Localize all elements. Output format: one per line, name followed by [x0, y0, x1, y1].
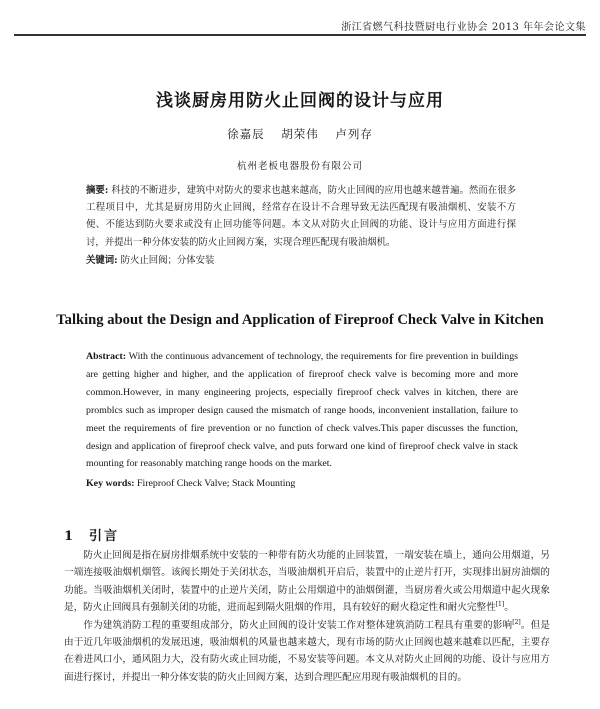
abstract-cn: [86, 182, 516, 269]
paragraph-text: 。但是由于近几年吸油烟机的发展迅速，吸油烟机的风量也越来越大，现有市场的防火止回阀也越来越难以匹配，主要存在着进风口小，通风阻力大，没有防火或止回功能，不易安装等问题。本文从对防火止回阀的功能、设计与应用方面进行探讨，并提出一种分体安装的防火止回阀方案，达到合理匹配应用现有吸油烟机的目的。: [64, 619, 551, 683]
citation-ref[interactable]: [2]: [512, 618, 521, 626]
journal-name: 浙江省燃气科技暨厨电行业协会 2013 年年会论文集: [341, 22, 586, 33]
keywords-cn-text: 防火止回阀；分体安装: [120, 254, 215, 266]
abstract-en: [86, 348, 518, 493]
keywords-cn-label: 关键词:: [86, 254, 118, 266]
author-name: 徐嘉辰: [227, 127, 265, 141]
body-paragraph: [64, 547, 550, 617]
author-name: 卢列存: [335, 127, 373, 141]
paragraph-text: 防火止回阀是指在厨房排烟系统中安装的一种带有防火功能的止回装置，一端安装在墙上，通向公用烟道，另一端连接吸油烟机烟管。该阀长期处于关闭状态，当吸油烟机开启后，装置中的止逆片打开，实现排出厨房油烟的功能。当吸油烟机关闭时，装置中的止逆片关闭，防止公用烟道中的油烟倒灌，当厨房着火或公用烟道中起火现象是，防火止回阀具有强制关闭的功能，进而起到隔火阻烟的作用，具有较好的耐火稳定性和耐火完整性: [64, 550, 550, 614]
keywords-en: [86, 475, 518, 493]
abstract-cn-label: 摘要:: [86, 185, 109, 196]
affiliation: 杭州老板电器股份有限公司: [236, 161, 363, 172]
section-body: [64, 547, 550, 686]
paper-title-cn: 浅谈厨房用防火止回阀的设计与应用: [156, 91, 444, 111]
abstract-cn-paragraph: [86, 182, 516, 251]
running-header: [0, 14, 600, 36]
section-title: 引言: [89, 529, 120, 544]
keywords-en-text: Fireproof Check Valve; Stack Mounting: [137, 478, 296, 490]
abstract-en-paragraph: [86, 348, 518, 473]
header-rule: [14, 34, 586, 36]
keywords-cn: [86, 252, 516, 269]
abstract-en-label: Abstract:: [86, 351, 127, 362]
authors: [0, 126, 600, 142]
paragraph-text: 作为建筑消防工程的重要组成部分，防火止回阀的设计安装工作对整体建筑消防工程具有重要的影响: [83, 619, 513, 631]
body-paragraph: [64, 617, 550, 687]
section-number: 1: [64, 529, 76, 544]
paper-title-en: Talking about the Design and Application of Fireproof Check Valve in Kitchen: [56, 312, 544, 328]
abstract-en-text: With the continuous advancement of technology, the requirements for fire prevention in buildings are getting higher and higher, and the application of fireproof check valve is becoming more and more common.However, in many engineering projects, especially fireproof check valves in kitchen, there are promblcs such as improper design caused the mismatch of range hoods, inconvenient installation, failure to meet the requirements of fire prevention or no function of check valves.This paper discusses the function, design and application of fireproof check valve, and puts forward one kind of fireproof check valve in stack mounting for reasonably matching range hoods on the market.: [86, 351, 519, 470]
citation-ref[interactable]: [1]: [495, 601, 505, 609]
author-name: 胡荣伟: [281, 127, 319, 141]
section-heading: [64, 525, 119, 544]
keywords-en-label: Key words:: [86, 478, 135, 490]
abstract-cn-text: 科技的不断进步，建筑中对防火的要求也越来越高，防火止回阀的应用也越来越普遍。然而在很多工程项目中，尤其是厨房用防火止回阀，经常存在设计不合理导致无法匹配现有吸油烟机、安装不方便、不能达到防火要求或没有止回功能等问题。本文从对防火止回阀的功能、设计与应用方面进行探讨，并提出一种分体安装的防火止回阀方案，实现合理匹配现有吸油烟机。: [86, 185, 517, 248]
paragraph-end: 。: [504, 602, 514, 614]
